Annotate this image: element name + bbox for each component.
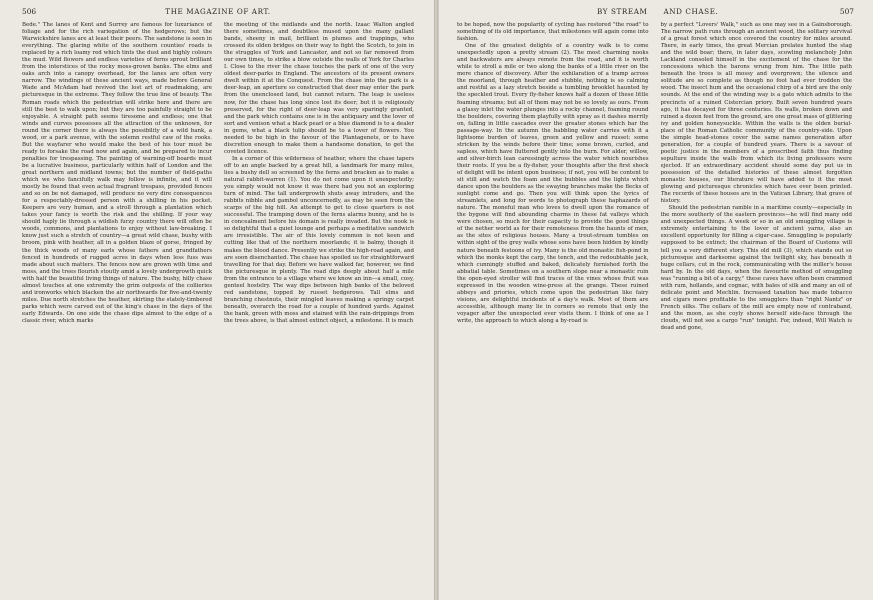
left-column-1 <box>22 22 212 590</box>
right-page <box>438 0 873 600</box>
paragraph: the meeting of the midlands and the north. Izaac Walton angled there sometimes, and doubtless mused upon the many gallant bands, sheeny in mail, brilliant in plumes and trappings, who crossed its olden bridges on their way to fight the Scotch, to join in the struggles of York and Lancaster, and not so far removed from our own times, to strike a blow outside the walls of York for Charles I. Close to the river the chase touches the park of one of the very oldest deer-parks in England. The ancestors of its present owners dwelt within it at the Conquest. From the chase into the park is a deer-leap, an aperture so constructed that deer may enter the park from the unenclosed land, but cannot return. The leap is useless now, for the chase has long since lost its deer; but it is religiously preserved, for the right of deer-leap was very sparingly granted, and the park which contains one is in the antiquary and the lover of sort and venison what a black pearl or a blue diamond is to a dealer in gems, what a black tulip should be to a lover of flowers. You needed to be high in the favour of the Plantagenets, or to have discretion enough to make them a handsome donation, to get the coveted licence. <box>224 22 414 155</box>
paragraph: by a perfect "Lovers' Walk," such as one may see in a Gainsborough. The narrow path runs through an ancient wood, the solitary survival of a great forest which once covered the country for miles around. There, in early times, the great Mercian prelates hunted the stag and the wild boar; there, in later days, scowling melancholy John Lackland consoled himself in the excitement of the chase for the concessions which the barons wrung from him. The little path beneath the trees is all mossy and overgrown; the silence and solitude are so complete as though no foot had ever trodden the wood. The insect hum and the occasional chirp of a bird are the only sounds. At the end of the winding way is a gate which admits to the precincts of a ruined Cistercian priory. Built seven hundred years ago, it has decayed for three centuries. Its walls, broken down and ruined a dozen feet from the ground, are one great mass of glittering ivy and golden honeysuckle. Within the walls is the olden burial-place of the Roman Catholic community of the country-side. Upon the simple head-stones cover the same names generation after generation, for a couple of hundred years. There is a savour of poetic justice in the members of a proscribed faith thus finding sepulture inside the walls from which its living professors were ejected. If an extraordinary accident should some day put us in possession of the detailed histories of these almost forgotten monastic houses, our literature will have added to it the most glowing and picturesque chronicles which have ever been printed. The records of these houses are in the Vatican Library, that grave of history. <box>660 22 852 205</box>
paragraph: In a corner of this wilderness of heather, where the chase tapers off to an angle backed by a great hill, a landmark for many miles, lies a bushy dell so screened by the ferns and bracken as to make a natural rabbit-warren (1). You do not come upon it unexpectedly; you simply would not know it was there had you not an exploring turn of mind. The tall undergrowth shuts away intruders, and the rabbits nibble and gambol unconcernedly, as may be seen from the scarps of the big hill. An attempt to get to close quarters is not successful. The tramping down of the ferns alarms bunny, and he is in concealment before his domain is really invaded. But the nook is so delightful that a quiet lounge and perhaps a meditative sandwich are irresistible. The air of this lovely common is not keen and cutting like that of the northern moorlands; it is balmy, though it makes the blood dance. Presently we strike the high-road again, and are soon disenchanted. The chase has spoiled us for straightforward travelling for that day. Before we have walked far, however, we find the picturesque in plenty. The road dips deeply about half a mile from the entrance to a village where we know an inn—a small, cosy, genteel hostelry. The way dips between high banks of the beloved red sandstone, topped by russet hedgerows. Tall elms and branching chestnuts, their mingled leaves making a springy carpet beneath, overarch the road for a couple of hundred yards. Against the bank, green with moss and stained with the rain-drippings from the trees above, is that almost extinct object, a milestone. It is much <box>224 155 414 324</box>
paragraph: Bede." The lanes of Kent and Surrey are famous for luxuriance of foliage and for the rich variegation of the hedgerows; but the Warwickshire lanes are at least their peers. The sandstone is seen in everything. The glaring white of the southern counties' roads is replaced by a rich loamy red which tints the dust and highly colours the mud. Wild flowers and endless varieties of ferns sprout brilliant from the interstices of the rocky moss-grown banks. The elms and oaks arch into a canopy overhead, for the lanes are often very narrow. The windings of these ancient ways, made before General Wade and McAdam had revived the lost art of roadmaking, are picturesque in the extreme. They follow the true line of beauty. The Roman roads which the pedestrian will strike here and there are still the best to walk upon; but they are too painfully straight to be enjoyable. A straight path seems tiresome and endless; one that winds and curves possesses all the attraction of the unknown, for round the corner there is always the possibility of a wild bank, a wood, or a park avenue, with the solemn restful caw of the rooks. But the wayfarer who would make the best of his tour must be ready to forsake the road now and again, and be prepared to incur penalties for trespassing. The painting of warning-off boards must be a lucrative business, particularly within half of London and the great northern and midland towns; but the number of field-paths which we who fancifully walk may follow is infinite, and it will mostly be found that even actual fragrant trespass, provided fences and so on be not damaged, will produce no very dire consequences for a respectably-dressed person with a shilling in his pocket. Keepers are very human, and a stroll through a plantation which takes your fancy is worth the risk and the shilling. If your way should haply lie through a wildish furzy country there will often be woods, commons, and plantations to enjoy without law-breaking. I know just such a stretch of country—a great wild chase, bushy with broom, pink with heather, all in a golden blaze of gorse, fringed by the thick woods of many earls whose fathers and grandfathers fenced in hundreds of rugged acres in days when less fuss was made about such matters. The fences now are grown with time and moss, and the trees flourish stoutly amid a lovely undergrowth quick with half the beautiful living things of nature. The bushy, hilly chase almost touches at one extremity the grim outposts of the collieries and ironworks which blacken the air northwards for five-and-twenty miles. Due north stretches the heather, skirting the stately-timbered parks which were carved out of the king's chase in the days of the early Edwards. On one side the chase dips almost to the edge of a classic river, which marks <box>22 22 212 324</box>
paragraph: Should the pedestrian ramble in a maritime county—especially in the more southerly of the eastern provinces—he will find many odd and unexpected things. A week or so in an old smuggling village is extremely entertaining to the lover of ancient yarns, also an excellent opportunity for filling a cigar-case. Smuggling is popularly supposed to be extinct; the chairman of the Board of Customs will tell you a very different story. This old mill (3), which stands out so picturesque and darksome against the twilight sky, has beneath it huge cellars, cut in the rock, communicating with the miller's house hard by. In the old days, when the favourite method of smuggling was "running a bit of a cargy," these caves have often been crammed with rum, hollands, and cognac, with bales of silk and many an oil of delicate point and Mechlin. Increased taxation has made tobacco and cigars more profitable to the smugglers than "right Nantz" or French silks. The cellars of the mill are empty now of contraband, and the moon, as she coyly shows herself side-face through the clouds, will not see a cargo "run" tonight. For, indeed, Will Watch is dead and gone, <box>660 205 852 332</box>
left-running-title: THE MAGAZINE OF ART. <box>165 7 271 16</box>
left-running-head <box>22 7 414 16</box>
right-running-title-right: AND CHASE. <box>663 7 719 16</box>
left-page-number: 506 <box>22 7 37 16</box>
right-running-title-left: BY STREAM <box>596 7 648 16</box>
right-page-number: 507 <box>839 7 854 16</box>
left-page <box>0 0 435 600</box>
right-running-head <box>457 7 854 16</box>
left-column-2 <box>224 22 414 590</box>
right-column-1 <box>457 22 649 590</box>
right-column-2 <box>661 22 853 590</box>
left-columns <box>22 22 414 590</box>
paragraph: One of the greatest delights of a country walk is to come unexpectedly upon a pretty stream (2). The most charming nooks and backwaters are always remote from the road, and it is worth while to stroll a mile or two along the banks of a little river on the mere chance of discovery. After the exhilaration of a tramp across the moorland, through heather and stubble, nothing is so calming and restful as a lazy stretch beside a tumbling brooklet haunted by the speckled trout. Every fly-fisher knows half a dozen of these little foaming streams; but all of them may not be so lovely as ours. From a glassy inlet the water plunges into a rocky channel, foaming round the boulders, covering them playfully with spray as it dashes merrily on, falling in little cascades over the greater stones which bar the passage-way. In the autumn the babbling water carries with it a lightsome burden of leaves, green and yellow and russet: some stricken by the winds before their time; some brown, curled, and sapless, which have fluttered gently into the burn. For alder, willow, and silver-birch lean caressingly across the water which nourishes their roots. If you be a fly-fisher, your thoughts after the first shock of delight will be intent upon business; if not, you will be content to sit still and watch the foam and the bubbles and the lights which dance upon the boulders as the swaying branches make the flecks of sunlight come and go. Then you will think upon the lyrics of streamlets, and long for words to photograph these haphazards of nature. The moneful man who loves to dwell upon the romance of the bygone will find abounding charms in these fat valleys which were chosen, so much for their capacity to provide the good things of the nether world as for their remoteness from the haunts of men, as the sites of religious houses. Many a trout-stream tumbles on within sight of the grey walls whose sons have been hidden by kindly nature beneath festoons of ivy. Many is the old monastic fish-pond in which the monks kept the carp, the tench, and the redoubtable jack, which cunningly stuffed and baked, delicately furnished forth the abbatial table. Sometimes on a southern slope near a monastic ruin the open-eyed stroller will find traces of the vines whose fruit was expressed in the wooden wine-press at the grange. These ruined abbeys and priories, which come upon the pedestrian like fairy visions, are delightful incidents of a day's walk. Most of them are accessible, although many lie in corners so remote that only the voyager after the unexpected ever visits them. I think of one as I write, the approach to which along a by-road is <box>457 43 649 324</box>
paragraph: to be hoped, now the popularity of cycling has restored "the road" to something of its old importance, that milestones will again come into fashion. <box>457 22 649 43</box>
right-columns <box>457 22 852 590</box>
